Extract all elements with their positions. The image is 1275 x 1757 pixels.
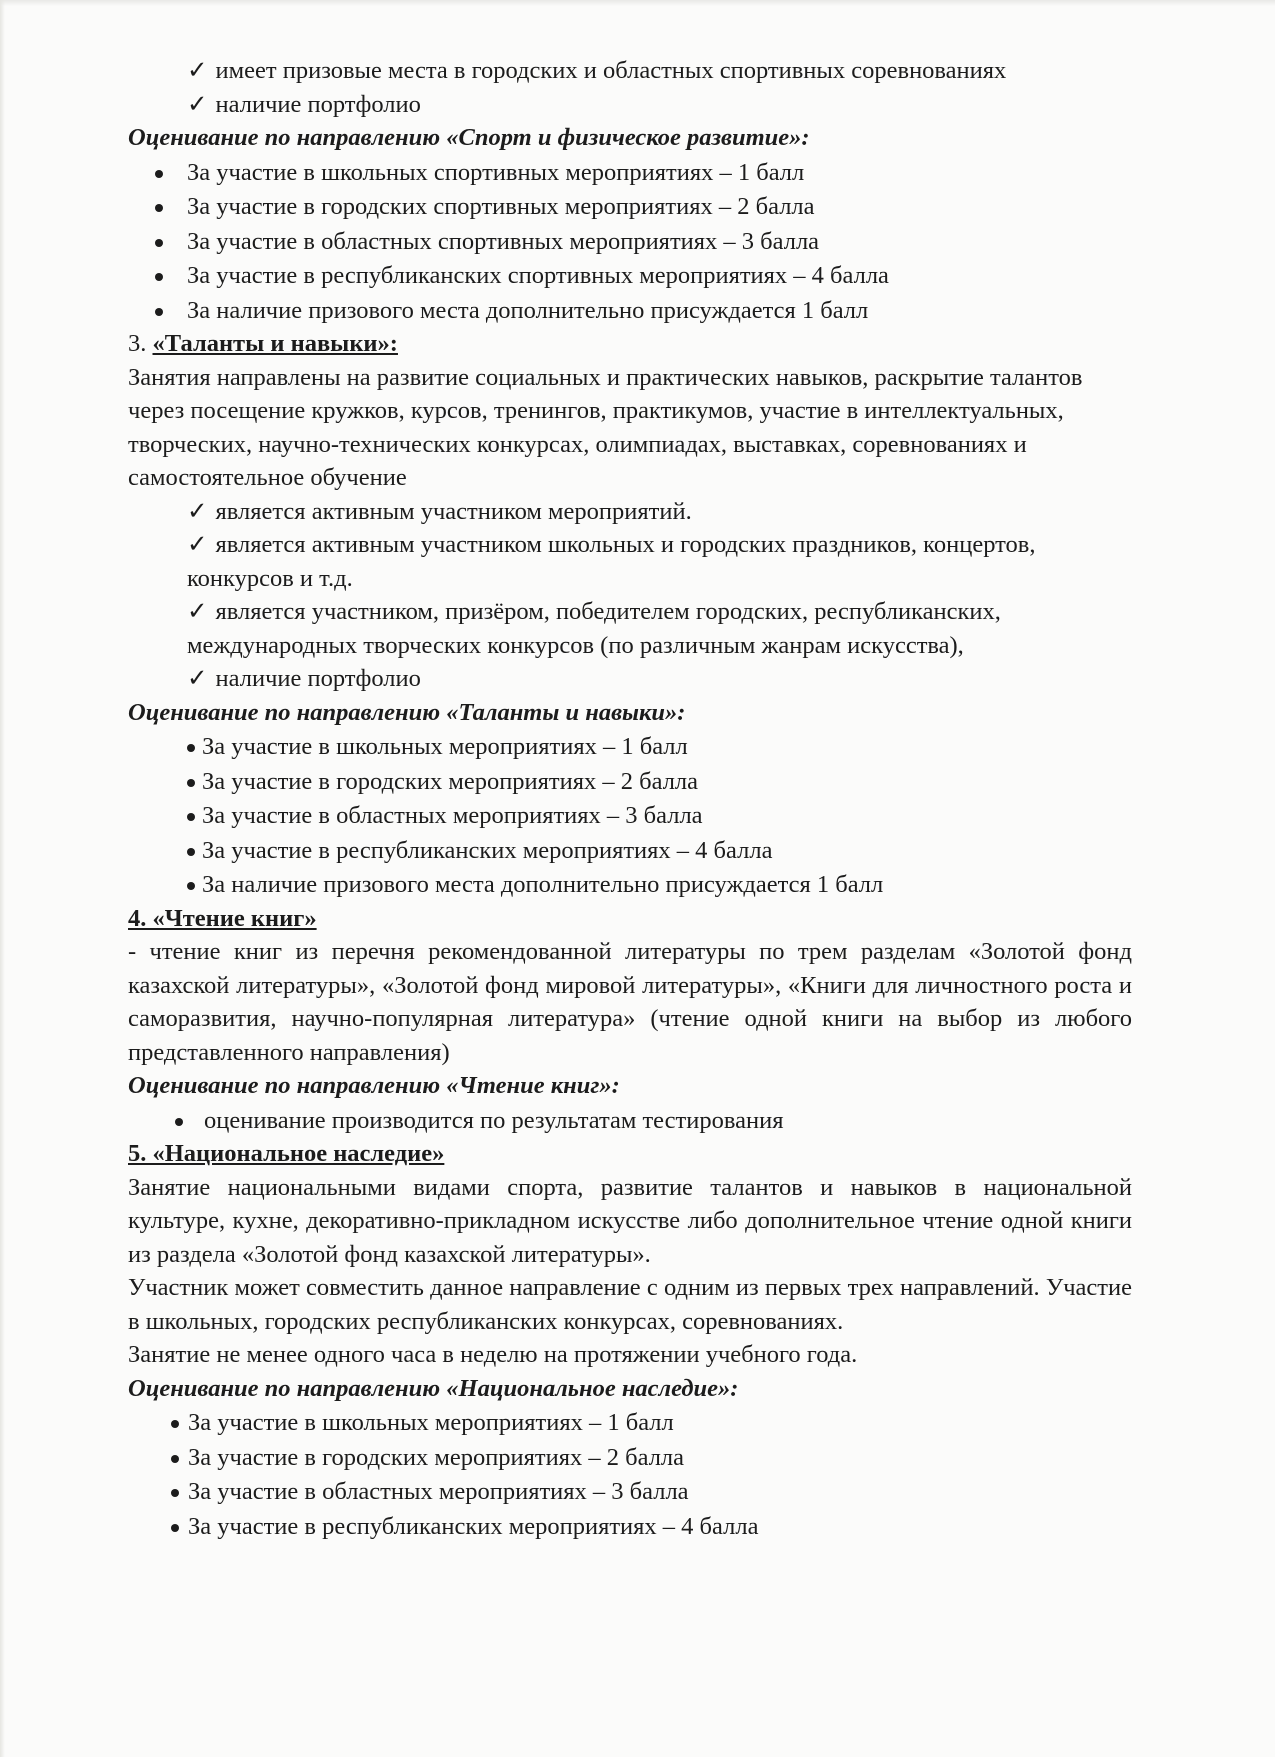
check-item: ✓ имеет призовые места в городских и областных спортивных соревнованиях — [187, 57, 1007, 84]
check-item: ✓ является активным участником школьных и городских праздников, концертов, конкурсов и т.д. — [187, 531, 1036, 592]
list-item: За участие в школьных мероприятиях – 1 балл — [128, 1406, 1132, 1440]
check-icon: ✓ — [187, 665, 208, 692]
list-item: За участие в республиканских мероприятиях – 4 балла — [128, 1510, 1132, 1544]
check-icon: ✓ — [187, 90, 208, 118]
talents-description: Занятия направлены на развитие социальных и практических навыков, раскрытие талантов через посещение кружков, курсов, тренингов, практикумов, участие в интеллектуальных, творческих, научно-технических конкурсах, олимпиадах, выставках, соревнованиях и самостоятельное обучение — [128, 363, 1083, 491]
bullet-icon — [171, 1420, 179, 1428]
bullet-icon — [171, 1489, 179, 1497]
list-item: За наличие призового места дополнительно присуждается 1 балл — [128, 868, 1132, 902]
check-icon: ✓ — [187, 531, 208, 558]
bullet-icon — [155, 273, 163, 281]
talents-eval-heading: Оценивание по направлению «Таланты и навыки»: — [128, 698, 686, 726]
talents-checklist — [187, 495, 1132, 696]
check-item: ✓ наличие портфолио — [187, 665, 421, 692]
list-item: За наличие призового места дополнительно присуждается 1 балл — [128, 294, 1132, 328]
bullet-icon — [171, 1524, 179, 1532]
heritage-eval-list — [128, 1406, 1132, 1543]
list-item: За участие в областных мероприятиях – 3 балла — [128, 799, 1132, 833]
check-item: ✓ является участником, призёром, победителем городских, республиканских, международных творческих конкурсов (по различным жанрам искусства), — [187, 598, 1001, 659]
bullet-icon — [187, 848, 195, 856]
reading-title: 4. «Чтение книг» — [128, 904, 317, 932]
list-item: За участие в городских спортивных мероприятиях – 2 балла — [128, 190, 1132, 224]
heritage-paragraph: Занятие не менее одного часа в неделю на протяжении учебного года. — [128, 1341, 858, 1368]
bullet-icon — [187, 882, 195, 890]
bullet-icon — [187, 744, 195, 752]
talents-title: 3. «Таланты и навыки»: — [128, 330, 398, 357]
list-item: За участие в городских мероприятиях – 2 балла — [128, 765, 1132, 799]
bullet-icon — [155, 239, 163, 247]
heritage-title: 5. «Национальное наследие» — [128, 1140, 445, 1167]
scan-edge — [0, 0, 5, 1757]
bullet-icon — [175, 1118, 183, 1126]
bullet-icon — [155, 204, 163, 212]
bullet-icon — [171, 1455, 179, 1463]
bullet-icon — [187, 813, 195, 821]
list-item: За участие в областных мероприятиях – 3 балла — [128, 1475, 1132, 1509]
list-item: За участие в школьных спортивных мероприятиях – 1 балл — [128, 156, 1132, 190]
list-item: За участие в республиканских мероприятиях – 4 балла — [128, 834, 1132, 868]
sport-eval-heading: Оценивание по направлению «Спорт и физическое развитие»: — [128, 124, 810, 151]
talents-eval-list — [128, 730, 1132, 902]
heritage-eval-heading: Оценивание по направлению «Национальное наследие»: — [128, 1374, 739, 1402]
reading-eval-heading: Оценивание по направлению «Чтение книг»: — [128, 1072, 620, 1099]
bullet-icon — [155, 308, 163, 316]
list-item: За участие в республиканских спортивных мероприятиях – 4 балла — [128, 259, 1132, 293]
list-item: За участие в городских мероприятиях – 2 балла — [128, 1441, 1132, 1475]
sport-eval-list — [128, 156, 1132, 328]
check-icon: ✓ — [187, 598, 208, 625]
list-item: оценивание производится по результатам тестирования — [128, 1104, 1132, 1138]
heritage-paragraph: Участник может совместить данное направление с одним из первых трех направлений. Участие в школьных, городских республиканских конкурсах, соревнованиях. — [128, 1274, 1132, 1335]
list-item: За участие в школьных мероприятиях – 1 балл — [128, 730, 1132, 764]
check-icon: ✓ — [187, 57, 208, 84]
reading-eval-list — [128, 1104, 1132, 1138]
bullet-icon — [155, 170, 163, 178]
check-item: ✓ наличие портфолио — [187, 90, 421, 118]
list-item: За участие в областных спортивных мероприятиях – 3 балла — [128, 225, 1132, 259]
check-icon: ✓ — [187, 497, 208, 525]
heritage-paragraph: Занятие национальными видами спорта, развитие талантов и навыков в национальной культуре, кухне, декоративно-прикладном искусстве либо дополнительное чтение одной книги из раздела «Золотой фонд казахской литературы». — [128, 1173, 1132, 1268]
bullet-icon — [187, 779, 195, 787]
sport-checklist — [187, 54, 1132, 121]
scan-edge — [0, 0, 1275, 6]
check-item: ✓ является активным участником мероприятий. — [187, 497, 692, 525]
reading-description: - чтение книг из перечня рекомендованной литературы по трем разделам «Золотой фонд казахской литературы», «Золотой фонд мировой литературы», «Книги для личностного роста и саморазвития, научно-популярная литература» (чтение одной книги на выбор из любого представленного направления) — [128, 938, 1132, 1066]
document-body — [128, 54, 1132, 1543]
